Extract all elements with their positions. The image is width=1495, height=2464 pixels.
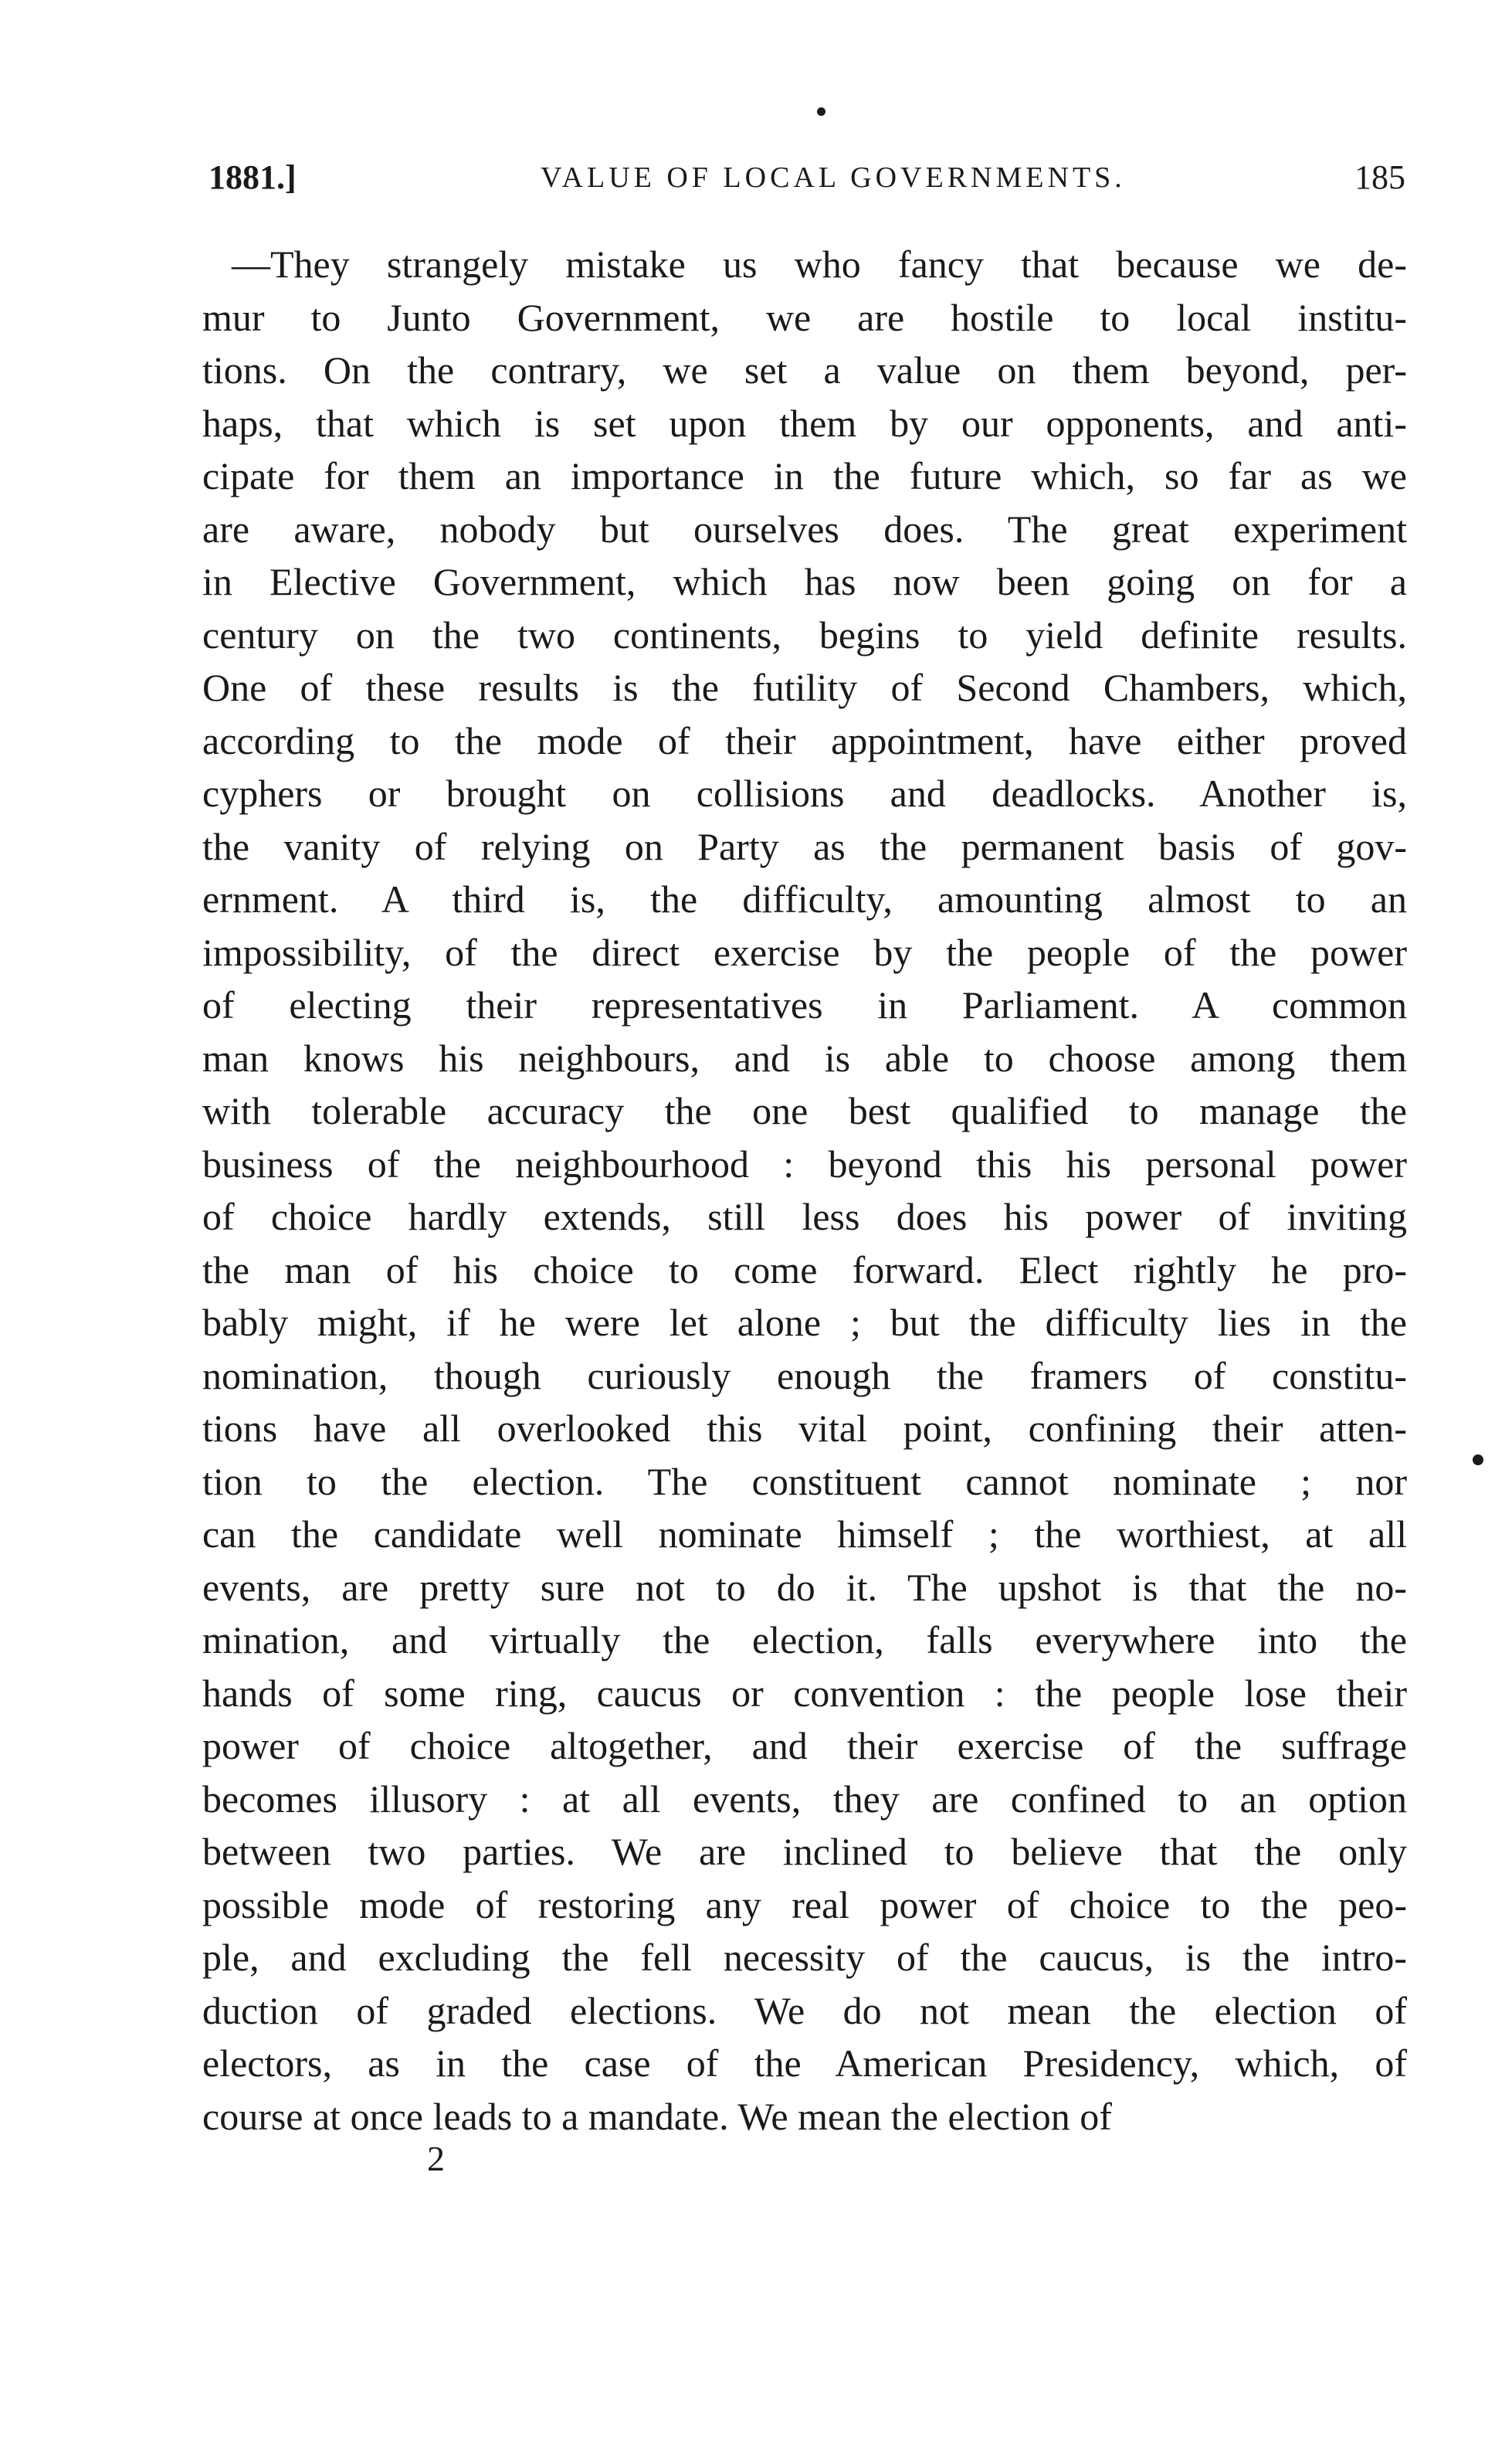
text-line: impossibility, of the direct exercise by the people of the power	[202, 930, 1407, 974]
signature-mark: 2	[427, 2139, 445, 2178]
printer-dot-mark	[817, 107, 825, 116]
text-line: in Elective Government, which has now been going on for a	[202, 560, 1407, 603]
text-line: cipate for them an importance in the future which, so far as we	[202, 454, 1407, 497]
text-line: tions have all overlooked this vital point, confining their atten-	[202, 1407, 1407, 1450]
text-line: the vanity of relying on Party as the permanent basis of gov-	[202, 824, 1407, 868]
text-line: are aware, nobody but ourselves does. The great experiment	[202, 507, 1407, 551]
text-line: electors, as in the case of the American Presidency, which, of	[202, 2041, 1407, 2085]
header-year: 1881.]	[208, 158, 297, 196]
text-line: the man of his choice to come forward. Elect rightly he pro-	[202, 1247, 1407, 1291]
text-line: cyphers or brought on collisions and deadlocks. Another is,	[202, 772, 1407, 815]
text-line: business of the neighbourhood : beyond this his personal power	[202, 1142, 1407, 1186]
text-line: haps, that which is set upon them by our opponents, and anti-	[202, 401, 1407, 445]
text-line: can the candidate well nominate himself ; the worthiest, at all	[202, 1512, 1407, 1556]
text-line: course at once leads to a mandate. We mean the election of	[202, 2094, 1112, 2138]
text-line: power of choice altogether, and their exercise of the suffrage	[202, 1724, 1407, 1767]
text-line: of choice hardly extends, still less does his power of inviting	[202, 1195, 1407, 1238]
text-line: of electing their representatives in Parliament. A common	[202, 983, 1407, 1027]
text-line: becomes illusory : at all events, they are confined to an option	[202, 1777, 1407, 1821]
header-title: VALUE OF LOCAL GOVERNMENTS.	[541, 161, 1126, 194]
text-line: hands of some ring, caucus or convention : the people lose their	[202, 1671, 1407, 1715]
text-line: between two parties. We are inclined to believe that the only	[202, 1830, 1407, 1873]
text-line: events, are pretty sure not to do it. The upshot is that the no-	[202, 1565, 1407, 1609]
text-line: tion to the election. The constituent cannot nominate ; nor	[202, 1459, 1407, 1503]
margin-dot-mark	[1473, 1454, 1483, 1465]
text-line: mur to Junto Government, we are hostile to local institu-	[202, 295, 1407, 339]
running-head	[208, 154, 1405, 201]
text-line: One of these results is the futility of Second Chambers, which,	[202, 666, 1407, 709]
text-line: duction of graded elections. We do not mean the election of	[202, 1988, 1407, 2032]
text-line: man knows his neighbours, and is able to choose among them	[202, 1036, 1407, 1080]
page-number: 185	[1354, 158, 1405, 196]
body-paragraph	[202, 238, 1407, 2143]
text-line: mination, and virtually the election, falls everywhere into the	[202, 1618, 1407, 1661]
text-line: possible mode of restoring any real power of choice to the peo-	[202, 1882, 1407, 1926]
text-line: bably might, if he were let alone ; but the difficulty lies in the	[202, 1301, 1407, 1344]
text-line: century on the two continents, begins to yield definite results.	[202, 613, 1407, 657]
text-line: with tolerable accuracy the one best qualified to manage the	[202, 1089, 1407, 1132]
text-line: tions. On the contrary, we set a value on them beyond, per-	[202, 348, 1407, 392]
text-line: ple, and excluding the fell necessity of the caucus, is the intro-	[202, 1936, 1407, 1979]
text-line: ernment. A third is, the difficulty, amounting almost to an	[202, 877, 1407, 921]
text-line: nomination, though curiously enough the framers of constitu-	[202, 1353, 1407, 1397]
text-line: —They strangely mistake us who fancy that because we de-	[232, 243, 1407, 286]
text-line: according to the mode of their appointment, have either proved	[202, 718, 1407, 762]
